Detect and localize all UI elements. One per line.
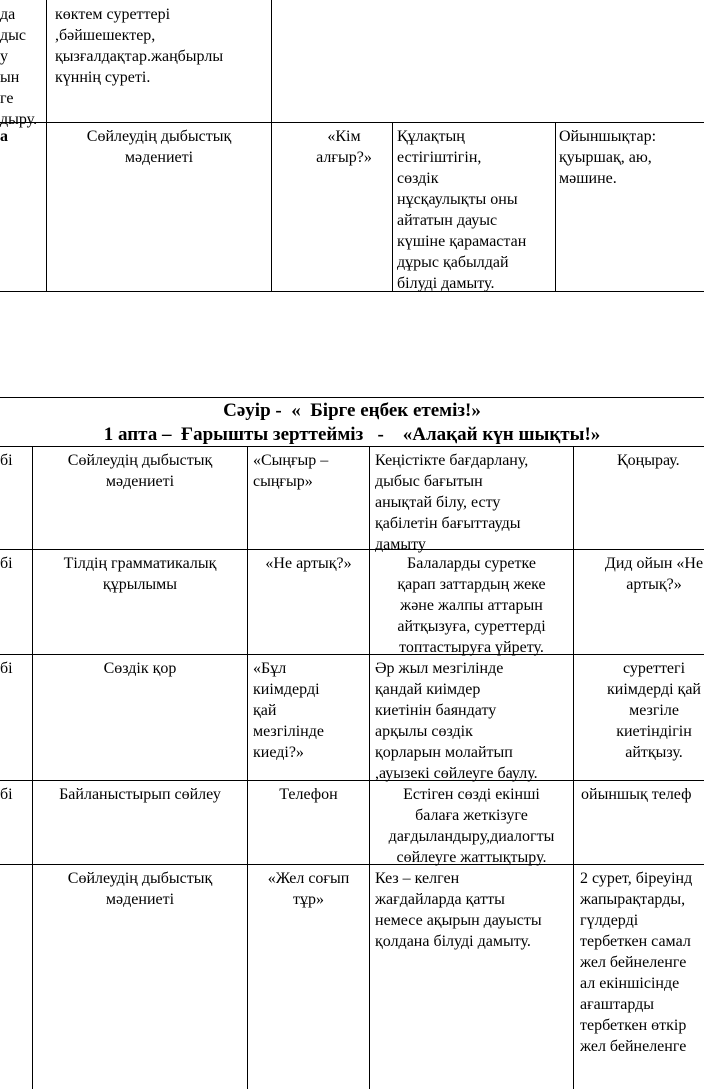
bottom-table-border: [369, 446, 370, 1089]
bottom-row1-col3: «Сыңғыр – сыңғыр»: [253, 452, 329, 490]
top-cell-r2c1: а: [0, 128, 8, 145]
bottom-row4-col3: Телефон: [279, 786, 338, 803]
section-top-border: [0, 397, 704, 398]
bottom-row4-col5: ойыншық телеф: [581, 786, 692, 803]
bottom-row1-col4: Кеңістікте бағдарлану, дыбыс бағытын анықтай білу, есту қабілетін бағыттауды дамыту: [375, 452, 529, 553]
bottom-row3-col4: Әр жыл мезгілінде қандай киімдер киетінін баяндату арқылы сөздік қорларын молайтып ,ауызекі сөйлеуге баулу.: [375, 660, 538, 782]
bottom-table-border: [0, 446, 704, 447]
top-cell-r2c3: «Кім алғыр?»: [316, 128, 372, 166]
top-cell-r2c4: Құлақтың естігіштігін, сөздік нұсқаулықты оны айтатын дауыс күшіне қарамастан дұрыс қабылдай білуді дамыту.: [397, 128, 527, 292]
section-title: Сәуір - « Бірге еңбек етеміз!»: [223, 400, 481, 421]
bottom-table-border: [32, 446, 33, 1089]
top-cell-r2c2: Сөйлеудің дыбыстық мәдениеті: [86, 128, 232, 166]
bottom-row2-col1: бі: [0, 555, 13, 572]
bottom-row4-col1: бі: [0, 786, 13, 803]
bottom-row5-col2: Сөйлеудің дыбыстық мәдениеті: [67, 870, 213, 908]
bottom-row3-col3: «Бұл киімдерді қай мезгілінде киеді?»: [253, 660, 324, 761]
bottom-table-border: [0, 780, 704, 781]
top-table-border: [392, 122, 393, 292]
bottom-row1-col5: Қоңырау.: [617, 452, 680, 469]
bottom-row5-col5: 2 сурет, біреуінд жапырақтарды, гүлдерді тербеткен самал жел бейнеленге ал екіншісінде ағаштарды тербеткен өткір жел бейнеленге: [580, 870, 693, 1055]
top-cell-r1c2: көктем суреттері ,бәйшешектер, қызғалдақтар.жаңбырлы күннің суреті.: [55, 6, 224, 86]
bottom-row2-col5: Дид ойын «Не артық?»: [604, 555, 704, 593]
bottom-row2-col4: Балаларды суретке қарап заттардың жеке және жалпы аттарын айтқызуға, суреттерді топтастыруға үйрету.: [397, 555, 546, 656]
bottom-row3-col5: суреттегі киімдерді қай мезгіле киетіндігін айтқызу.: [607, 660, 701, 761]
top-table-border: [0, 291, 704, 292]
top-cell-r2c5: Ойыншықтар: қуыршақ, аю, мәшине.: [559, 128, 657, 187]
bottom-table-border: [0, 864, 704, 865]
bottom-table-border: [0, 549, 704, 550]
top-table-border: [0, 122, 704, 123]
bottom-row1-col1: бі: [0, 452, 13, 469]
bottom-row3-col2: Сөздік қор: [103, 660, 177, 677]
bottom-row2-col2: Тілдің грамматикалық құрылымы: [63, 555, 217, 593]
bottom-row5-col3: «Жел соғып тұр»: [267, 870, 350, 908]
top-cell-r1c1: да дыс у ын ге дыру.: [0, 6, 38, 128]
bottom-row4-col2: Байланыстырып сөйлеу: [59, 786, 221, 803]
bottom-table-border: [573, 446, 574, 1089]
bottom-row1-col2: Сөйлеудің дыбыстық мәдениеті: [67, 452, 213, 490]
bottom-row4-col4: Естіген сөзді екінші балаға жеткізуге дағдыландыру,диалогты сөйлеуге жаттықтыру.: [388, 786, 555, 866]
bottom-row5-col4: Кез – келген жағдайларда қатты немесе ақырын дауысты қолдана білуді дамыту.: [375, 870, 542, 950]
bottom-row2-col3: «Не артық?»: [265, 555, 352, 572]
top-table-border: [555, 122, 556, 292]
bottom-table-border: [247, 446, 248, 1089]
bottom-table-border: [0, 654, 704, 655]
section-subtitle: 1 апта – Ғарышты зерттейміз - «Алақай күн шықты!»: [103, 424, 601, 445]
bottom-row3-col1: бі: [0, 660, 13, 677]
top-table-border: [271, 0, 272, 292]
